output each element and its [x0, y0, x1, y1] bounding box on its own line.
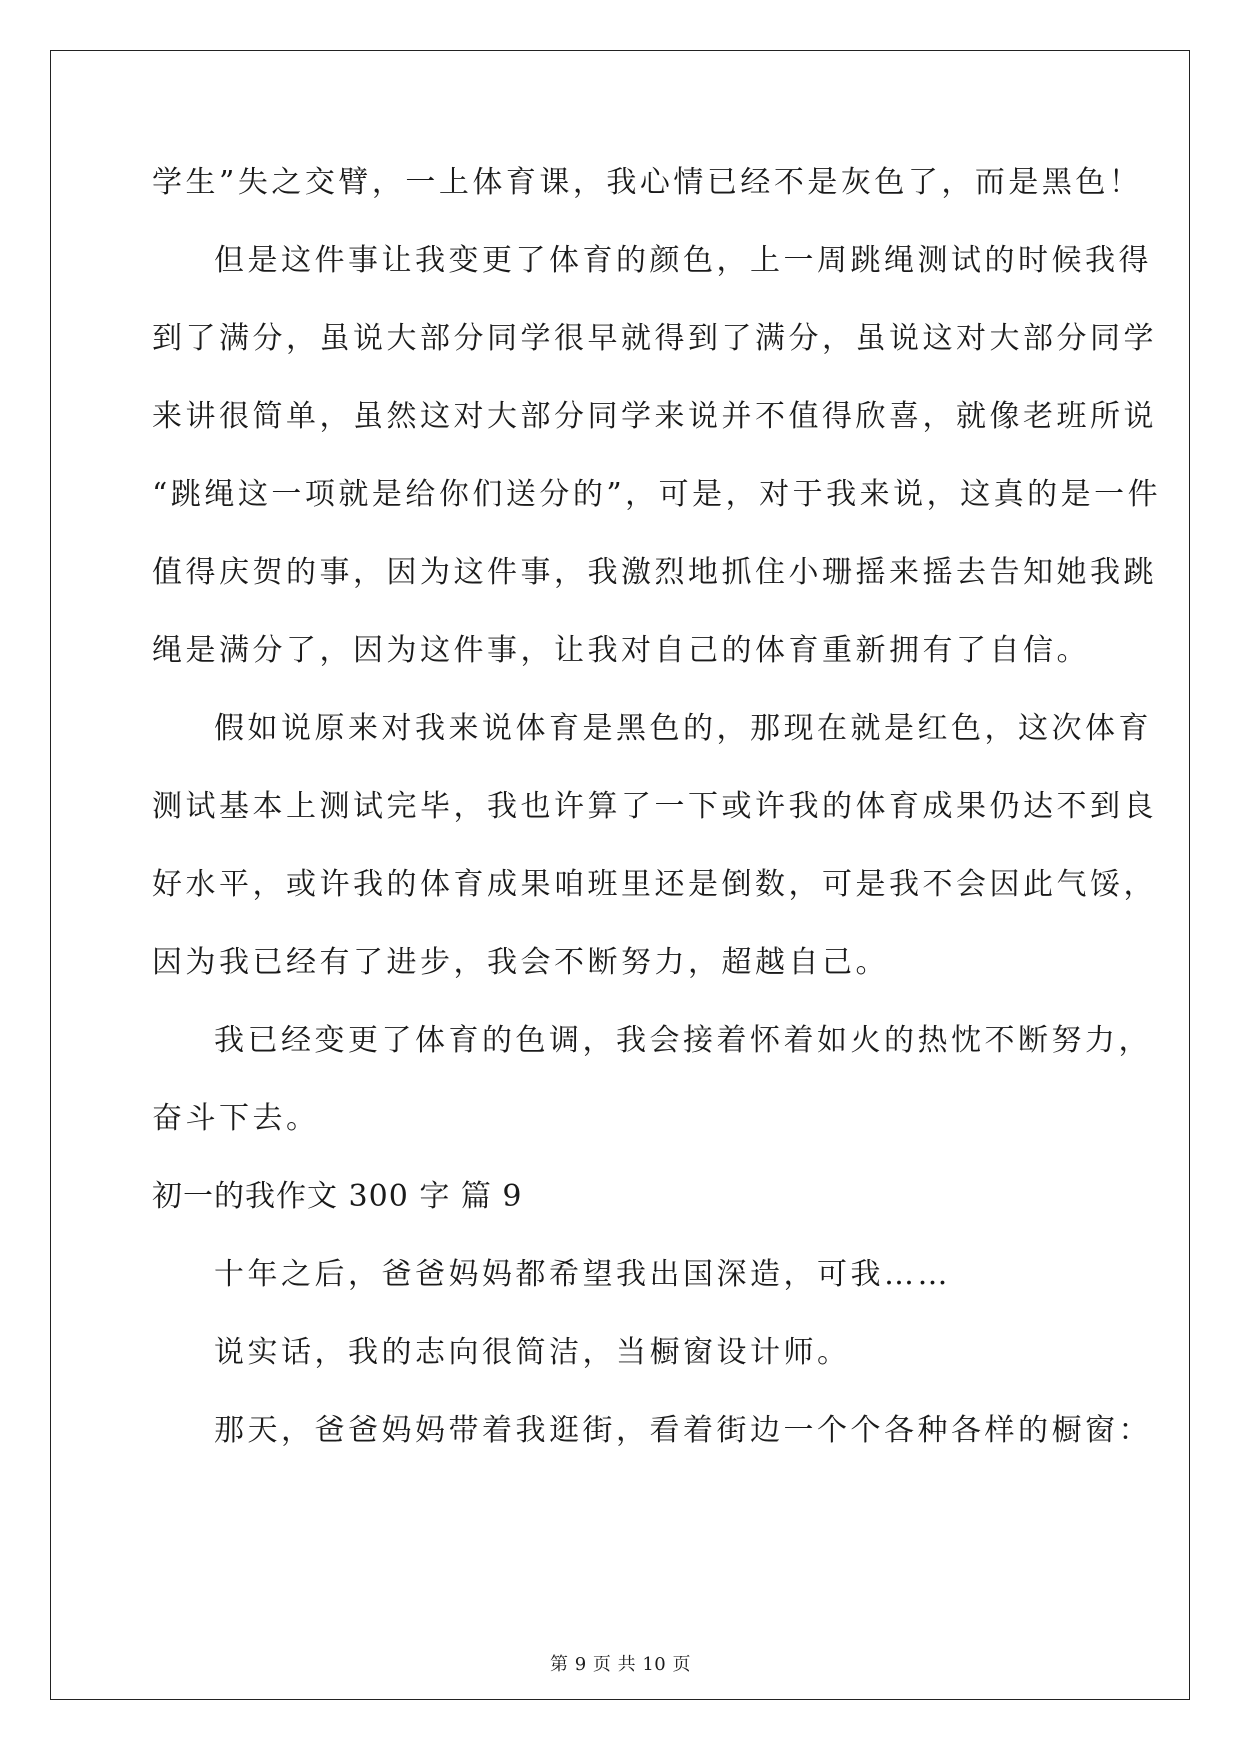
text-line: 测试基本上测试完毕，我也许算了一下或许我的体育成果仍达不到良	[152, 789, 1157, 824]
text-line: 绳是满分了，因为这件事，让我对自己的体育重新拥有了自信。	[152, 633, 1090, 668]
text-line: “跳绳这一项就是给你们送分的”，可是，对于我来说，这真的是一件	[152, 477, 1162, 512]
paragraph-start: 假如说原来对我来说体育是黑色的，那现在就是红色，这次体育	[214, 711, 1152, 746]
paragraph-start: 说实话，我的志向很简洁，当橱窗设计师。	[214, 1335, 851, 1370]
text-line: 学生”失之交臂，一上体育课，我心情已经不是灰色了，而是黑色！	[152, 165, 1143, 200]
page-number-footer: 第 9 页 共 10 页	[550, 1654, 691, 1675]
paragraph-start: 但是这件事让我变更了体育的颜色，上一周跳绳测试的时候我得	[214, 243, 1152, 278]
section-heading: 初一的我作文 300 字 篇 9	[152, 1179, 523, 1214]
text-line: 值得庆贺的事，因为这件事，我激烈地抓住小珊摇来摇去告知她我跳	[152, 555, 1157, 590]
paragraph-start: 十年之后，爸爸妈妈都希望我出国深造，可我……	[214, 1257, 951, 1292]
paragraph-start: 我已经变更了体育的色调，我会接着怀着如火的热忱不断努力，	[214, 1023, 1152, 1058]
text-line: 因为我已经有了进步，我会不断努力，超越自己。	[152, 945, 889, 980]
paragraph-start: 那天，爸爸妈妈带着我逛街，看着街边一个个各种各样的橱窗：	[214, 1413, 1152, 1448]
text-line: 来讲很简单，虽然这对大部分同学来说并不值得欣喜，就像老班所说	[152, 399, 1157, 434]
text-line: 到了满分，虽说大部分同学很早就得到了满分，虽说这对大部分同学	[152, 321, 1157, 356]
text-line: 奋斗下去。	[152, 1101, 320, 1136]
text-line: 好水平，或许我的体育成果咱班里还是倒数，可是我不会因此气馁，	[152, 867, 1157, 902]
